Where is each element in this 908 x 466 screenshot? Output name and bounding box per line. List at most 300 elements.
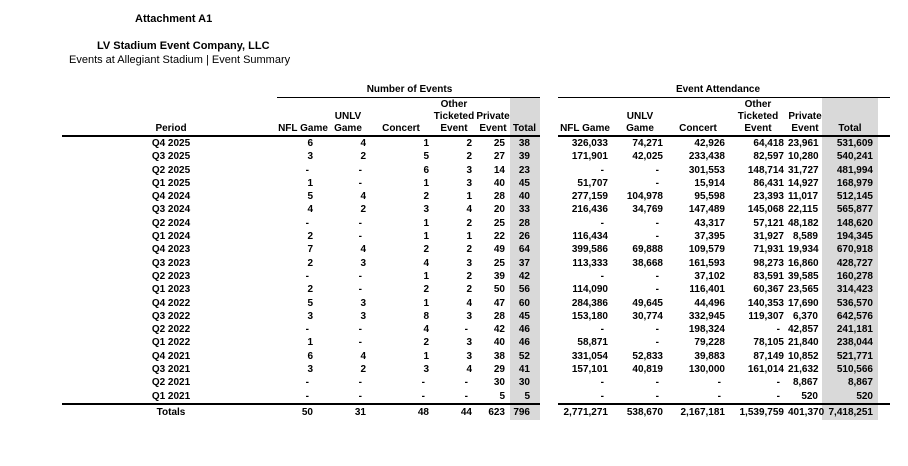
table-cell: 4	[360, 244, 366, 256]
table-cell: 1	[466, 191, 472, 203]
table-cell: -	[358, 231, 362, 243]
table-cell: 104,978	[626, 191, 663, 203]
table-cell: 23,393	[753, 191, 784, 203]
table-cell: -	[776, 377, 780, 389]
table-cell: 198,324	[688, 324, 725, 336]
table-cell: 4	[423, 257, 429, 269]
table-cell: 19,934	[788, 244, 819, 256]
table-cell: 4	[360, 138, 366, 149]
table-cell: 531,609	[836, 138, 873, 149]
period-cell: Q4 2022	[151, 297, 191, 309]
table-cell: 148,714	[747, 164, 784, 176]
table-cell: -	[358, 284, 362, 296]
attendance-totals-rule	[558, 403, 890, 405]
table-cell: -	[717, 390, 721, 402]
period-cell: Q1 2023	[151, 284, 191, 296]
table-cell: -	[655, 324, 659, 336]
table-cell: 41	[518, 364, 530, 376]
table-cell: -	[464, 377, 468, 389]
table-cell: 3	[466, 350, 472, 362]
company-name: LV Stadium Event Company, LLC	[97, 40, 270, 52]
table-cell: 160,278	[836, 270, 873, 282]
table-cell: 33	[518, 204, 530, 216]
table-cell: 233,438	[688, 151, 725, 163]
table-cell: 153,180	[571, 310, 608, 322]
table-cell: 82,597	[753, 151, 784, 163]
table-cell: 521,771	[836, 350, 873, 362]
table-cell: 8,867	[847, 377, 873, 389]
table-cell: 670,918	[836, 244, 873, 256]
table-cell: -	[358, 177, 362, 189]
table-cell: -	[421, 377, 425, 389]
table-cell: 6,370	[792, 310, 818, 322]
table-cell: 42	[518, 270, 530, 282]
table-cell: -	[305, 270, 309, 282]
table-cell: -	[358, 217, 362, 229]
table-cell: 1,539,759	[739, 406, 784, 418]
table-cell: 241,181	[836, 324, 873, 336]
table-cell: -	[421, 390, 425, 402]
period-cell: Q1 2021	[151, 390, 191, 402]
table-cell: 2	[423, 191, 429, 203]
table-cell: 2	[307, 284, 313, 296]
table-cell: 4	[423, 324, 429, 336]
table-cell: 113,333	[572, 257, 608, 269]
table-cell: 332,945	[688, 310, 725, 322]
table-cell: 1	[423, 217, 429, 229]
table-cell: 25	[493, 138, 505, 149]
table-cell: 79,228	[694, 337, 725, 349]
table-cell: 10,280	[788, 151, 819, 163]
table-cell: 147,489	[688, 204, 725, 216]
table-cell: -	[655, 270, 659, 282]
table-cell: 623	[488, 406, 505, 418]
table-cell: 38	[493, 350, 505, 362]
table-cell: 216,436	[571, 204, 608, 216]
table-cell: 39	[518, 151, 530, 163]
table-cell: 2	[466, 284, 472, 296]
table-cell: 37	[518, 257, 530, 269]
attendance-column-header	[728, 97, 788, 137]
table-cell: 38,668	[632, 257, 663, 269]
table-cell: 3	[360, 257, 366, 269]
table-cell: -	[358, 390, 362, 402]
table-cell: 31,927	[753, 231, 784, 243]
table-cell: 52	[518, 350, 530, 362]
table-cell: 39	[493, 270, 505, 282]
table-cell: 5	[524, 390, 530, 402]
table-cell: 796	[513, 406, 530, 418]
table-cell: 17,690	[788, 297, 819, 309]
table-cell: 7,418,251	[828, 406, 873, 418]
table-cell: 1	[423, 138, 429, 149]
table-cell: 301,553	[688, 164, 725, 176]
column-header-line: Event	[440, 123, 468, 134]
column-header-line: Other	[744, 99, 772, 110]
table-cell: 27	[493, 151, 505, 163]
table-cell: 520	[856, 390, 873, 402]
table-cell: 536,570	[836, 297, 873, 309]
table-cell: 11,017	[788, 191, 819, 203]
attendance-column-header	[558, 97, 612, 137]
table-cell: -	[600, 164, 604, 176]
table-cell: 3	[466, 257, 472, 269]
table-cell: 23,565	[788, 284, 819, 296]
table-cell: 161,014	[747, 364, 784, 376]
table-cell: 5	[423, 151, 429, 163]
table-cell: 109,579	[688, 244, 725, 256]
table-cell: 83,591	[753, 270, 784, 282]
table-cell: -	[717, 377, 721, 389]
table-cell: -	[655, 337, 659, 349]
attendance-header-rule	[558, 135, 890, 137]
table-cell: 2	[360, 364, 366, 376]
column-header-line: Event	[479, 123, 507, 134]
table-cell: 140,353	[747, 297, 784, 309]
table-cell: 28	[493, 310, 505, 322]
column-header-line: NFL Game	[278, 123, 328, 134]
table-cell: 37,395	[694, 231, 725, 243]
table-cell: 31,727	[788, 164, 819, 176]
table-cell: 95,598	[694, 191, 725, 203]
table-cell: 49	[493, 244, 505, 256]
column-header-line: Concert	[679, 123, 717, 134]
table-cell: 46	[518, 324, 530, 336]
period-cell: Q4 2025	[151, 138, 191, 149]
events-header-rule	[62, 135, 540, 137]
table-cell: -	[358, 337, 362, 349]
table-cell: 42,926	[694, 138, 725, 149]
table-cell: -	[655, 217, 659, 229]
table-cell: 2	[423, 244, 429, 256]
table-cell: 148,620	[836, 217, 873, 229]
table-cell: 22,115	[788, 204, 819, 216]
table-cell: 2	[360, 151, 366, 163]
events-column-header	[280, 97, 326, 137]
period-cell: Q3 2023	[151, 257, 191, 269]
table-cell: 46	[518, 337, 530, 349]
column-header-line: Game	[334, 123, 362, 134]
period-cell: Q3 2021	[151, 364, 191, 376]
events-column-header	[510, 97, 539, 137]
table-cell: 44	[460, 406, 472, 418]
table-cell: 2	[466, 138, 472, 149]
table-cell: 45	[518, 177, 530, 189]
table-cell: 40	[518, 191, 530, 203]
period-cell: Q2 2023	[151, 270, 191, 282]
table-cell: -	[464, 390, 468, 402]
table-cell: 512,145	[836, 191, 873, 203]
table-cell: 1	[423, 350, 429, 362]
table-cell: 64	[518, 244, 530, 256]
table-cell: 3	[307, 364, 313, 376]
table-cell: 51,707	[577, 177, 608, 189]
table-cell: 145,068	[747, 204, 784, 216]
table-cell: 399,586	[571, 244, 608, 256]
table-cell: 119,307	[748, 310, 784, 322]
table-cell: 47	[493, 297, 505, 309]
table-cell: 238,044	[836, 337, 873, 349]
table-cell: -	[655, 177, 659, 189]
period-cell: Q3 2024	[151, 204, 191, 216]
table-cell: 538,670	[626, 406, 663, 418]
table-cell: 52,833	[632, 350, 663, 362]
doc-subtitle: Events at Allegiant Stadium | Event Summary	[69, 54, 291, 66]
table-cell: 2	[466, 217, 472, 229]
table-cell: 44,496	[694, 297, 725, 309]
table-cell: 31	[354, 406, 366, 418]
table-cell: 1	[307, 337, 313, 349]
period-cell: Q2 2025	[151, 164, 191, 176]
table-cell: 4	[360, 350, 366, 362]
column-header-line: Event	[744, 123, 772, 134]
table-cell: 2	[360, 204, 366, 216]
table-cell: 3	[423, 364, 429, 376]
table-cell: 2,167,181	[680, 406, 725, 418]
table-cell: 314,423	[836, 284, 873, 296]
table-cell: 2	[466, 151, 472, 163]
column-header-line: Private	[476, 111, 510, 122]
table-cell: -	[305, 324, 309, 336]
table-cell: 43,317	[694, 217, 725, 229]
table-cell: 39,883	[694, 350, 725, 362]
table-cell: 28	[493, 191, 505, 203]
table-cell: 2	[307, 257, 313, 269]
table-cell: 30	[518, 377, 530, 389]
table-cell: 2	[466, 244, 472, 256]
table-cell: 8,867	[792, 377, 818, 389]
table-cell: 7	[307, 244, 313, 256]
table-cell: 1	[466, 231, 472, 243]
table-cell: -	[600, 324, 604, 336]
table-cell: 10,852	[788, 350, 819, 362]
table-cell: 428,727	[836, 257, 873, 269]
attachment-label: Attachment A1	[135, 13, 213, 25]
table-cell: 116,401	[689, 284, 725, 296]
table-cell: -	[464, 324, 468, 336]
table-cell: 23	[518, 164, 530, 176]
table-cell: 6	[423, 164, 429, 176]
table-cell: 34,769	[632, 204, 663, 216]
table-cell: 15,914	[694, 177, 725, 189]
table-cell: 42,025	[632, 151, 663, 163]
table-cell: -	[305, 217, 309, 229]
table-cell: -	[655, 231, 659, 243]
table-cell: -	[358, 164, 362, 176]
table-cell: -	[305, 164, 309, 176]
table-cell: 401,370	[788, 406, 825, 418]
events-section-title: Number of Events	[366, 84, 453, 95]
table-cell: 540,241	[836, 151, 873, 163]
attendance-column-header	[788, 97, 822, 137]
table-cell: 3	[360, 297, 366, 309]
attendance-section-title: Event Attendance	[675, 84, 761, 95]
table-cell: 40	[493, 177, 505, 189]
table-cell: 48,182	[788, 217, 819, 229]
table-cell: 86,431	[753, 177, 784, 189]
table-cell: 21,632	[788, 364, 819, 376]
table-cell: 87,149	[753, 350, 784, 362]
table-cell: 3	[307, 310, 313, 322]
table-cell: -	[600, 390, 604, 402]
column-header-line: Concert	[382, 123, 420, 134]
events-section-rule	[277, 97, 540, 98]
period-column-header	[62, 97, 280, 137]
events-column-header	[432, 97, 476, 137]
table-cell: -	[655, 164, 659, 176]
table-cell: 2	[423, 337, 429, 349]
table-cell: 28	[518, 217, 530, 229]
table-cell: -	[600, 217, 604, 229]
table-cell: 78,105	[753, 337, 784, 349]
table-cell: 4	[466, 364, 472, 376]
table-cell: 3	[466, 310, 472, 322]
table-cell: 4	[360, 191, 366, 203]
table-cell: 4	[307, 204, 313, 216]
period-cell: Q1 2024	[151, 231, 191, 243]
table-cell: 30	[493, 377, 505, 389]
period-cell: Q3 2022	[151, 310, 191, 322]
table-cell: 30,774	[632, 310, 663, 322]
table-cell: 57,121	[753, 217, 784, 229]
table-cell: 161,593	[688, 257, 725, 269]
table-cell: 60	[518, 297, 530, 309]
table-cell: 50	[493, 284, 505, 296]
totals-row-label: Totals	[156, 406, 186, 418]
table-cell: 5	[307, 191, 313, 203]
table-cell: 114,090	[572, 284, 608, 296]
table-cell: 520	[801, 390, 818, 402]
table-cell: 284,386	[571, 297, 608, 309]
table-cell: -	[655, 284, 659, 296]
table-cell: 21,840	[788, 337, 819, 349]
period-cell: Q1 2025	[151, 177, 191, 189]
table-cell: 1	[307, 177, 313, 189]
table-cell: 1	[423, 231, 429, 243]
table-cell: 23,961	[788, 138, 819, 149]
table-cell: -	[358, 324, 362, 336]
table-cell: 3	[466, 164, 472, 176]
table-cell: 20	[493, 204, 505, 216]
table-cell: 2	[423, 284, 429, 296]
table-cell: 56	[518, 284, 530, 296]
table-cell: 510,566	[836, 364, 873, 376]
period-cell: Q2 2024	[151, 217, 191, 229]
table-cell: 8	[423, 310, 429, 322]
period-cell: Q3 2025	[151, 151, 191, 163]
attendance-column-header	[822, 97, 878, 137]
table-cell: 50	[301, 406, 313, 418]
table-cell: 194,345	[836, 231, 873, 243]
table-cell: -	[358, 270, 362, 282]
table-cell: -	[776, 324, 780, 336]
table-cell: 157,101	[571, 364, 608, 376]
table-cell: 168,979	[836, 177, 873, 189]
table-cell: 74,271	[632, 138, 663, 149]
table-cell: 4	[466, 297, 472, 309]
table-cell: 3	[466, 177, 472, 189]
events-column-header	[476, 97, 510, 137]
table-cell: 60,367	[753, 284, 784, 296]
events-totals-rule	[62, 403, 540, 405]
table-cell: 1	[423, 177, 429, 189]
table-cell: -	[305, 390, 309, 402]
table-cell: 4	[466, 204, 472, 216]
table-cell: 42,857	[788, 324, 819, 336]
table-cell: 2	[466, 270, 472, 282]
period-cell: Q4 2021	[151, 350, 191, 362]
table-cell: 3	[307, 151, 313, 163]
table-cell: 14,927	[788, 177, 819, 189]
table-cell: -	[655, 377, 659, 389]
table-cell: -	[600, 377, 604, 389]
table-cell: 16,860	[788, 257, 819, 269]
attendance-column-header	[668, 97, 728, 137]
table-cell: 45	[518, 310, 530, 322]
table-cell: 40	[493, 337, 505, 349]
table-cell: 48	[417, 406, 429, 418]
period-cell: Q4 2023	[151, 244, 191, 256]
table-cell: 25	[493, 217, 505, 229]
table-cell: 14	[493, 164, 505, 176]
table-cell: 565,877	[836, 204, 873, 216]
table-cell: 3	[466, 337, 472, 349]
table-cell: 116,434	[572, 231, 608, 243]
table-cell: 37,102	[694, 270, 725, 282]
table-cell: 58,871	[577, 337, 608, 349]
table-cell: -	[600, 270, 604, 282]
column-header-line: UNLV	[626, 111, 654, 122]
table-cell: 39,585	[788, 270, 819, 282]
table-cell: 40,819	[632, 364, 663, 376]
table-cell: 326,033	[571, 138, 608, 149]
attendance-section-rule	[558, 97, 890, 98]
table-cell: 64,418	[753, 138, 784, 149]
table-cell: 2,771,271	[563, 406, 608, 418]
period-cell: Q2 2021	[151, 377, 191, 389]
table-cell: -	[655, 390, 659, 402]
table-cell: 69,888	[632, 244, 663, 256]
column-header-line: Ticketed	[433, 111, 475, 122]
table-cell: -	[776, 390, 780, 402]
table-cell: 481,994	[836, 164, 873, 176]
table-cell: 8,589	[792, 231, 818, 243]
events-column-header	[326, 97, 370, 137]
attendance-column-header	[612, 97, 668, 137]
table-cell: -	[305, 377, 309, 389]
table-cell: -	[358, 377, 362, 389]
table-cell: 1	[423, 270, 429, 282]
column-header-line: Total	[838, 123, 862, 134]
period-cell: Q1 2022	[151, 337, 191, 349]
column-header-line: Ticketed	[737, 111, 779, 122]
column-header-line: UNLV	[334, 111, 362, 122]
period-cell: Q4 2024	[151, 191, 191, 203]
table-cell: 3	[423, 204, 429, 216]
table-cell: 38	[518, 138, 530, 149]
period-cell: Q2 2022	[151, 324, 191, 336]
table-cell: 130,000	[688, 364, 725, 376]
table-cell: 2	[307, 231, 313, 243]
table-cell: 25	[493, 257, 505, 269]
table-cell: 277,159	[571, 191, 608, 203]
column-header-line: NFL Game	[560, 123, 610, 134]
column-header-line: Game	[626, 123, 654, 134]
table-cell: 642,576	[836, 310, 873, 322]
table-cell: 71,931	[753, 244, 784, 256]
table-cell: 3	[360, 310, 366, 322]
table-cell: 171,901	[571, 151, 608, 163]
